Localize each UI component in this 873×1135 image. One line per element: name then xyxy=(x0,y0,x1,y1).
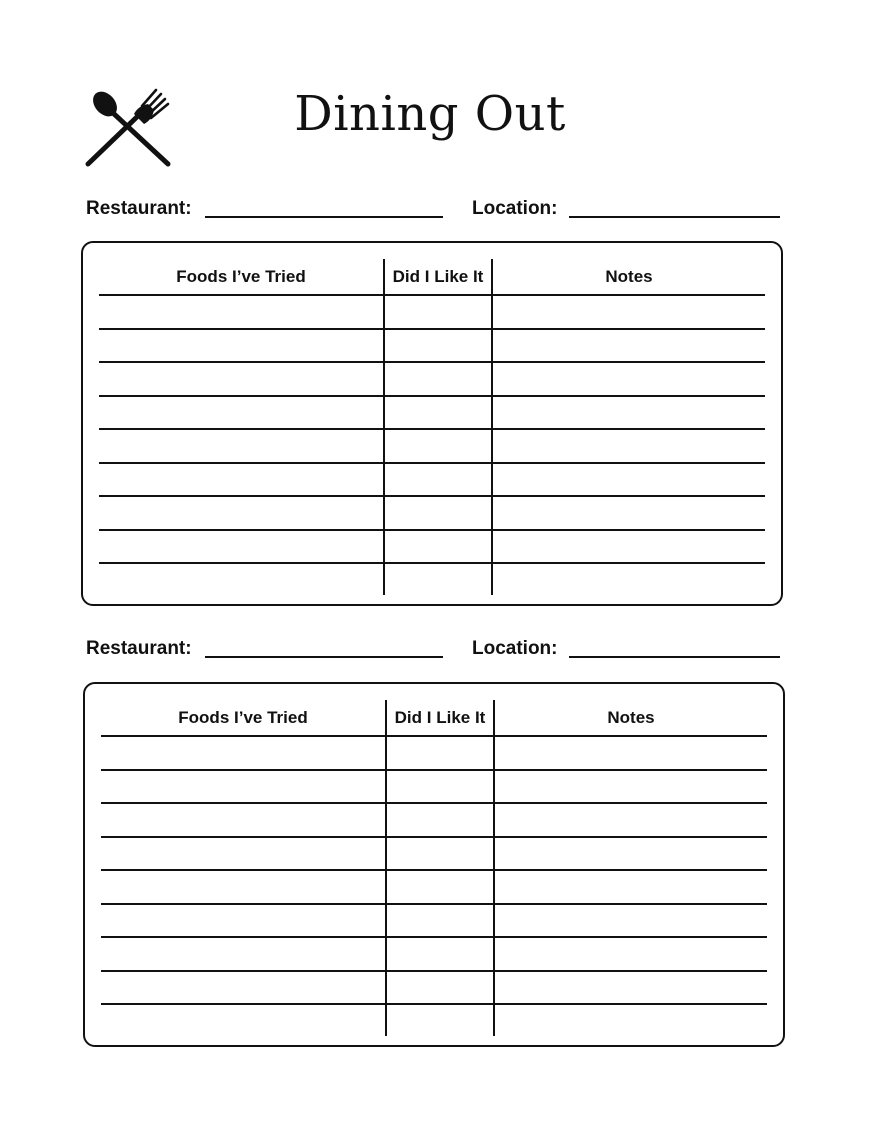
column-header-foods: Foods I’ve Tried xyxy=(178,708,308,727)
column-header-notes: Notes xyxy=(605,267,653,286)
column-divider xyxy=(493,700,495,1036)
table-row[interactable] xyxy=(99,462,765,464)
table-row[interactable] xyxy=(99,529,765,531)
table-row[interactable] xyxy=(101,869,767,871)
column-divider xyxy=(383,259,385,595)
table-row[interactable] xyxy=(99,328,765,330)
table-row[interactable] xyxy=(101,970,767,972)
column-divider xyxy=(491,259,493,595)
restaurant-location-row xyxy=(0,194,873,224)
table-row[interactable] xyxy=(101,735,767,737)
location-write-line[interactable] xyxy=(569,216,780,218)
table-row[interactable] xyxy=(101,769,767,771)
food-log-table xyxy=(81,241,783,606)
restaurant-write-line[interactable] xyxy=(205,216,443,218)
table-row[interactable] xyxy=(101,1003,767,1005)
location-label: Location: xyxy=(472,638,558,659)
restaurant-write-line[interactable] xyxy=(205,656,443,658)
column-header-foods: Foods I’ve Tried xyxy=(176,267,306,286)
table-row[interactable] xyxy=(99,428,765,430)
restaurant-label: Restaurant: xyxy=(86,198,192,219)
table-row[interactable] xyxy=(101,903,767,905)
table-row[interactable] xyxy=(99,395,765,397)
table-row[interactable] xyxy=(101,936,767,938)
column-header-liked: Did I Like It xyxy=(394,708,486,727)
table-row[interactable] xyxy=(99,361,765,363)
column-header-liked: Did I Like It xyxy=(392,267,484,286)
table-row[interactable] xyxy=(99,495,765,497)
column-divider xyxy=(385,700,387,1036)
table-row[interactable] xyxy=(99,562,765,564)
table-row[interactable] xyxy=(101,836,767,838)
restaurant-label: Restaurant: xyxy=(86,638,192,659)
location-label: Location: xyxy=(472,198,558,219)
column-header-notes: Notes xyxy=(607,708,655,727)
page-title: Dining Out xyxy=(294,86,566,142)
table-row[interactable] xyxy=(99,294,765,296)
restaurant-location-row xyxy=(0,634,873,664)
location-write-line[interactable] xyxy=(569,656,780,658)
food-log-table xyxy=(83,682,785,1047)
fork-and-spoon-crossed-icon xyxy=(82,84,174,168)
table-row[interactable] xyxy=(101,802,767,804)
